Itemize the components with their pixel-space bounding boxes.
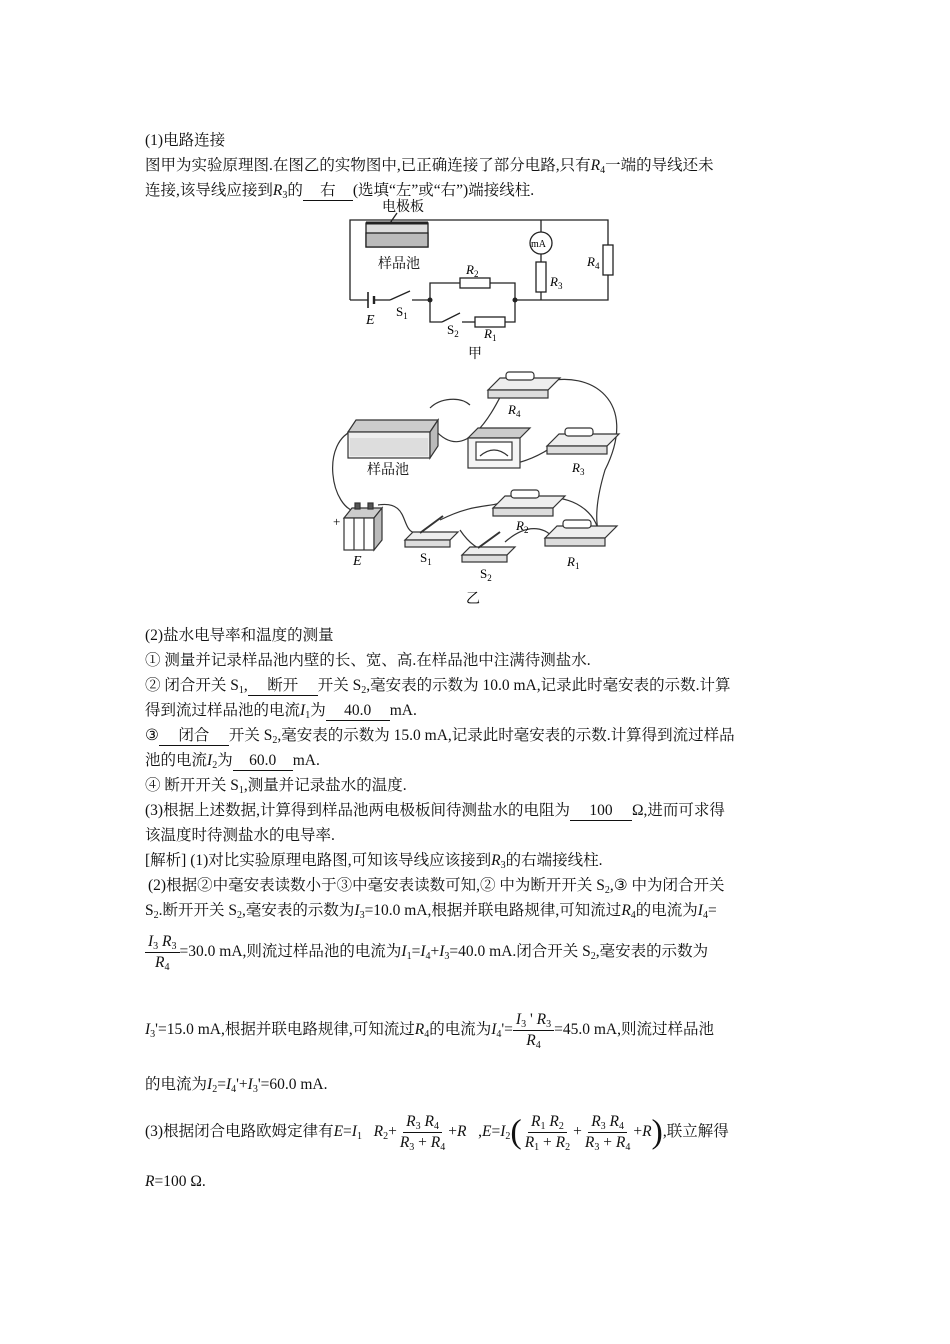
caption-b: 乙 <box>466 592 480 607</box>
label-r2-b: $R_2$ <box>516 518 529 535</box>
label-pool-a: 样品池 <box>378 257 420 272</box>
analysis-5: $I_3'=15.0$ mA,根据并联电路规律,可知流过$R_4$的电流为$I_4'=$ $\frac{I_3 ' R_3}{R_4}$ =45.0 mA,则流过样品池 <box>145 1011 714 1051</box>
part2-step3: ③ 闭合 开关 $S_2$,毫安表的示数为 15.0 mA,记录此时毫安表的示数.计算得到流过样品 <box>145 727 735 746</box>
label-s1-a: $S_1$ <box>396 304 408 321</box>
part3-line2: 该温度时待测盐水的电导率. <box>145 827 335 844</box>
part2-step2: ② 闭合开关 $S_1$, 断开 开关 $S_2$,毫安表的示数为 10.0 mA,记录此时毫安表的示数.计算 <box>145 677 731 696</box>
part2-step1: ① 测量并记录样品池内壁的长、宽、高.在样品池中注满待测盐水. <box>145 652 591 669</box>
part2-heading: (2)盐水电导率和温度的测量 <box>145 627 334 644</box>
part2-step4: ④ 断开开关 $S_1$,测量并记录盐水的温度. <box>145 777 407 796</box>
answer-i2-blank: 60.0 <box>233 752 293 771</box>
label-r1-b: $R_1$ <box>567 554 580 571</box>
fraction-i3r3-r4: $\frac{I_3 R_3}{R_4}$ <box>145 932 180 973</box>
part1-line1: 图甲为实验原理图.在图乙的实物图中,已正确连接了部分电路,只有$R_4$一端的导线还未 <box>145 157 714 176</box>
answer-close-blank: 闭合 <box>159 727 229 746</box>
answer-side-blank: 右 <box>303 182 353 201</box>
analysis-6: 的电流为$I_2=I_4'+I_3'=60.0$ mA. <box>145 1076 328 1095</box>
part1-heading: (1)电路连接 <box>145 132 226 149</box>
fraction-i3p-r3-r4: $\frac{I_3 ' R_3}{R_4}$ <box>513 1010 554 1051</box>
label-e-b: E <box>353 554 362 569</box>
answer-i1-blank: 40.0 <box>326 702 390 721</box>
analysis-8: R=100 Ω. <box>145 1173 206 1190</box>
part1-line2: 连接,该导线应接到$R_3$的 右 (选填“左”或“右”)端接线柱. <box>145 182 535 201</box>
label-s2-b: $S_2$ <box>480 566 492 583</box>
label-r3-b: $R_3$ <box>572 460 585 477</box>
label-s1-b: $S_1$ <box>420 550 432 567</box>
analysis-7: (3)根据闭合电路欧姆定律有$E=I_1$ $R_2+$ $\frac{R_3 R_4}{R_3 + R_4}$ +R $,E=I_2$( $\frac{R_1 R_2}{R_1 + R_2}$ + $\frac{R_3 R_4}{R_3 + R_4}$ +R),联立解得 <box>145 1113 729 1153</box>
answer-open-blank: 断开 <box>248 677 318 696</box>
label-r3-a: $R_3$ <box>550 274 563 291</box>
analysis-2: (2)根据②中毫安表读数小于③中毫安表读数可知,② 中为断开开关 $S_2,③$ 中为闭合开关 <box>148 877 725 896</box>
label-r4-b: $R_4$ <box>508 402 521 419</box>
part2-step3-cont: 池的电流$I_2$为 60.0 mA. <box>145 752 320 771</box>
fraction-r3r4-b: $\frac{R_3 R_4}{R_3 + R_4}$ <box>584 1113 631 1153</box>
label-s2-a: $S_2$ <box>447 322 459 339</box>
label-r4-a: $R_4$ <box>587 254 600 271</box>
part2-step2-cont: 得到流过样品池的电流$I_1$为 40.0 mA. <box>145 702 417 721</box>
analysis-1: [解析] (1)对比实验原理电路图,可知该导线应该接到$R_3$的右端接线柱. <box>145 852 603 871</box>
analysis-3: $S_2$.断开开关 $S_2$,毫安表的示数为$I_3=10.0$ mA,根据并联电路规律,可知流过$R_4$的电流为$I_4=$ <box>145 902 717 921</box>
label-electrode: 电极板 <box>382 200 424 215</box>
label-meter: mA <box>531 239 546 250</box>
fraction-r3r4: $\frac{R_3 R_4}{R_3 + R_4}$ <box>399 1113 446 1153</box>
label-pool-b: 样品池 <box>367 463 409 478</box>
answer-r-blank: 100 <box>570 802 632 821</box>
fraction-r1r2: $\frac{R_1 R_2}{R_1 + R_2}$ <box>524 1113 571 1153</box>
label-r1-a: $R_1$ <box>484 326 497 343</box>
caption-a: 甲 <box>468 347 482 362</box>
label-plus: + <box>333 514 341 529</box>
part3-line1: (3)根据上述数据,计算得到样品池两电极板间待测盐水的电阻为 100 Ω,进而可求得 <box>145 802 725 819</box>
analysis-4: $\frac{I_3 R_3}{R_4}$ =30.0 mA,则流过样品池的电流为$I_1=I_4+I_3=40.0$ mA.闭合开关 $S_2$,毫安表的示数为 <box>145 932 708 973</box>
label-e-a: E <box>366 313 375 328</box>
label-r2-a: $R_2$ <box>466 262 479 279</box>
